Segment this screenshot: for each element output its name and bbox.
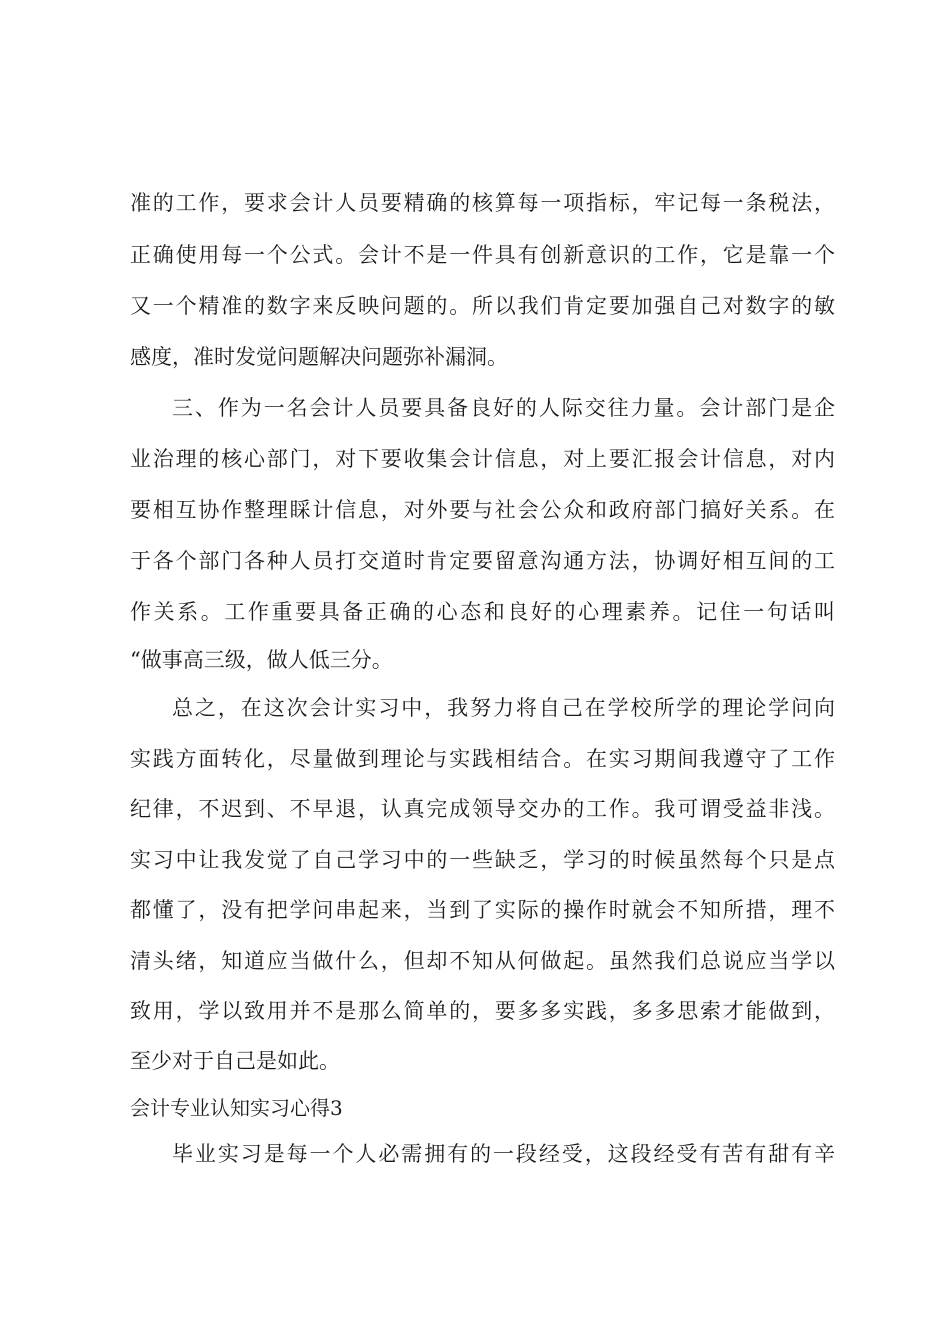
text-line: 于各个部门各种人员打交道时肯定要留意沟通方法，协调好相互间的工 — [130, 549, 835, 573]
text-line: 要相互协作整理睬计信息，对外要与社会公众和政府部门搞好关系。在 — [130, 498, 835, 522]
text-line: 致用，学以致用并不是那么简单的，要多多实践，多多思索才能做到， — [130, 999, 835, 1023]
text-line: 感度，准时发觉问题解决问题弥补漏洞。 — [130, 345, 508, 369]
paragraph-first-line: 三、作为一名会计人员要具备良好的人际交往力量。会计部门是企 — [172, 396, 835, 420]
text-line: 又一个精准的数字来反映问题的。所以我们肯定要加强自己对数字的敏 — [130, 294, 835, 318]
section-heading: 会计专业认知实习心得3 — [130, 1096, 343, 1120]
text-line: 实习中让我发觉了自己学习中的一些缺乏，学习的时候虽然每个只是点 — [130, 848, 835, 872]
text-line: 作关系。工作重要具备正确的心态和良好的心理素养。记住一句话叫 — [130, 600, 835, 624]
paragraph-first-line: 总之，在这次会计实习中，我努力将自己在学校所学的理论学问向 — [172, 696, 835, 720]
text-line: 都懂了，没有把学问串起来，当到了实际的操作时就会不知所措，理不 — [130, 898, 835, 922]
text-line: 准的工作，要求会计人员要精确的核算每一项指标，牢记每一条税法， — [130, 191, 835, 215]
text-line: 纪律，不迟到、不早退，认真完成领导交办的工作。我可谓受益非浅。 — [130, 797, 835, 821]
text-line: 至少对于自己是如此。 — [130, 1049, 340, 1073]
text-line: 正确使用每一个公式。会计不是一件具有创新意识的工作，它是靠一个 — [130, 243, 835, 267]
text-line: “做事高三级，做人低三分。 — [130, 648, 393, 672]
text-line: 业治理的核心部门，对下要收集会计信息，对上要汇报会计信息，对内 — [130, 447, 835, 471]
text-line: 实践方面转化，尽量做到理论与实践相结合。在实习期间我遵守了工作 — [130, 747, 835, 771]
paragraph-first-line: 毕业实习是每一个人必需拥有的一段经受，这段经受有苦有甜有辛 — [172, 1142, 835, 1166]
text-line: 清头绪，知道应当做什么，但却不知从何做起。虽然我们总说应当学以 — [130, 949, 835, 973]
